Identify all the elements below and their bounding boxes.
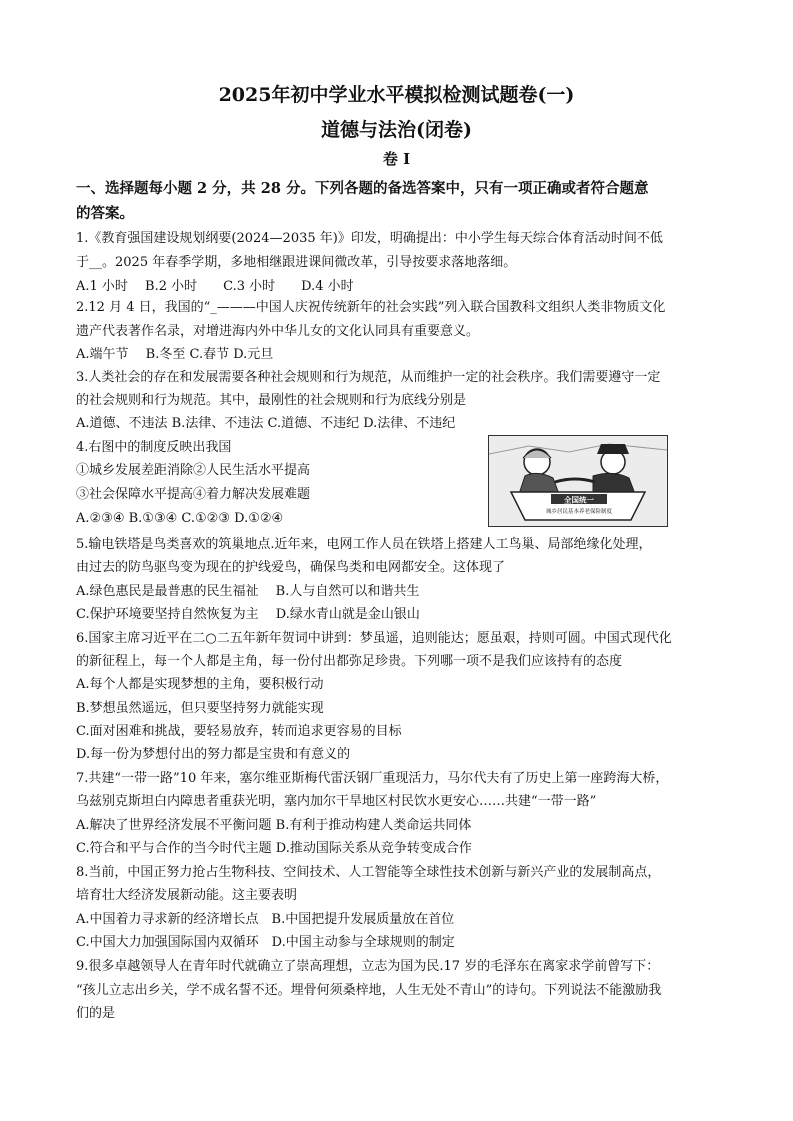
- q3-stem-line1: 3.人类社会的存在和发展需要各种社会规则和行为规范，从而维护一定的社会秩序。我们需要遵守一定: [76, 370, 661, 385]
- q1-options: A.1 小时 B.2 小时 C.3 小时 D.4 小时: [76, 279, 354, 294]
- q7-stem-line1: 7.共建“一带一路”10 年来，塞尔维亚斯梅代雷沃钢厂重现活力，马尔代夫有了历史上第一座跨海大桥，: [76, 771, 669, 786]
- section-heading-line2: 的答案。: [76, 205, 134, 222]
- q6-option-c: C.面对困难和挑战，要轻易放弃，转而追求更容易的目标: [76, 724, 402, 739]
- pension-cartoon-figure: [488, 435, 668, 527]
- figure-caption-text: 城乡居民基本养老保险制度: [545, 509, 613, 515]
- q6-option-a: A.每个人都是实现梦想的主角，要积极行动: [76, 677, 324, 692]
- q6-option-d: D.每一份为梦想付出的努力都是宝贵和有意义的: [76, 747, 351, 762]
- q2-options: A.端午节 B.冬至 C.春节 D.元旦: [76, 347, 274, 362]
- q5-stem-line2: 由过去的防鸟驱鸟变为现在的护线爱鸟，确保鸟类和电网都安全。这体现了: [76, 560, 506, 575]
- q6-option-b: B.梦想虽然遥远，但只要坚持努力就能实现: [76, 701, 324, 716]
- q2-stem-line2: 遗产代表著作名录，对增进海内外中华儿女的文化认同具有重要意义。: [76, 324, 480, 339]
- q3-options: A.道德、不违法 B.法律、不违法 C.道德、不违纪 D.法律、不违纪: [76, 416, 456, 431]
- q3-stem-line2: 的社会规则和行为规范。其中，最刚性的社会规则和行为底线分别是: [76, 393, 467, 408]
- q8-options-row1: A.中国着力寻求新的经济增长点 B.中国把提升发展质量放在首位: [76, 912, 455, 927]
- q2-stem-line1: 2.12 月 4 日，我国的“_———中国人庆祝传统新年的社会实践”列入联合国教科文组织人类非物质文化: [76, 300, 666, 315]
- cartoon-illustration: [489, 436, 667, 526]
- q9-stem-line2: “孩儿立志出乡关，学不成名誓不还。埋骨何须桑梓地，人生无处不青山”的诗句。下列说法不能激励我: [76, 983, 662, 998]
- q5-options-row1: A.绿色惠民是最普惠的民生福祉 B.人与自然可以和谐共生: [76, 584, 420, 599]
- q4-options: A.②③④ B.①③④ C.①②③ D.①②④: [76, 511, 284, 526]
- q5-options-row2: C.保护环境要坚持自然恢复为主 D.绿水青山就是金山银山: [76, 607, 420, 622]
- q8-stem-line1: 8.当前，中国正努力抢占生物科技、空间技术、人工智能等全球性技术创新与新兴产业的发展制高点，: [76, 865, 661, 880]
- q1-stem-line2: 于__。2025 年春季学期，多地相继跟进课间微改革，引导按要求落地落细。: [76, 255, 517, 270]
- figure-banner-text: 全国统一: [564, 495, 594, 505]
- q9-stem-line3: 们的是: [76, 1006, 116, 1021]
- q4-stem-line1: 4.右图中的制度反映出我国: [76, 440, 232, 455]
- q4-stem-line2: ①城乡发展差距消除②人民生活水平提高: [76, 463, 311, 478]
- exam-subject: 道德与法治(闭卷): [321, 119, 472, 141]
- q5-stem-line1: 5.输电铁塔是鸟类喜欢的筑巢地点.近年来，电网工作人员在铁塔上搭建人工鸟巢、局部绝缘化处理，: [76, 537, 652, 552]
- q6-stem-line2: 的新征程上，每一个人都是主角，每一份付出都弥足珍贵。下列哪一项不是我们应该持有的态度: [76, 654, 623, 669]
- q9-stem-line1: 9.很多卓越领导人在青年时代就确立了崇高理想，立志为国为民.17 岁的毛泽东在离家求学前曾写下：: [76, 959, 660, 974]
- exam-title: 2025年初中学业水平模拟检测试题卷(一): [218, 84, 575, 106]
- q4-stem-line3: ③社会保障水平提高④着力解决发展难题: [76, 487, 311, 502]
- q6-stem-line1: 6.国家主席习近平在二○二五年新年贺词中讲到：梦虽遥，追则能达；愿虽艰，持则可圆。中国式现代化: [76, 631, 672, 646]
- q8-stem-line2: 培育壮大经济发展新动能。这主要表明: [76, 888, 298, 903]
- q8-options-row2: C.中国大力加强国际国内双循环 D.中国主动参与全球规则的制定: [76, 935, 455, 950]
- q1-stem-line1: 1.《教育强国建设规划纲要(2024—2035 年)》印发，明确提出：中小学生每天综合体育活动时间不低: [76, 231, 663, 246]
- q7-options-row1: A.解决了世界经济发展不平衡问题 B.有利于推动构建人类命运共同体: [76, 818, 472, 833]
- section-heading-line1: 一、选择题每小题 2 分，共 28 分。下列各题的备选答案中，只有一项正确或者符合题意: [76, 180, 649, 197]
- volume-label: 卷 I: [382, 150, 411, 168]
- q7-stem-line2: 乌兹别克斯坦白内障患者重获光明，塞内加尔干旱地区村民饮水更安心……共建“一带一路”: [76, 794, 597, 809]
- q7-options-row2: C.符合和平与合作的当今时代主题 D.推动国际关系从竞争转变成合作: [76, 841, 472, 856]
